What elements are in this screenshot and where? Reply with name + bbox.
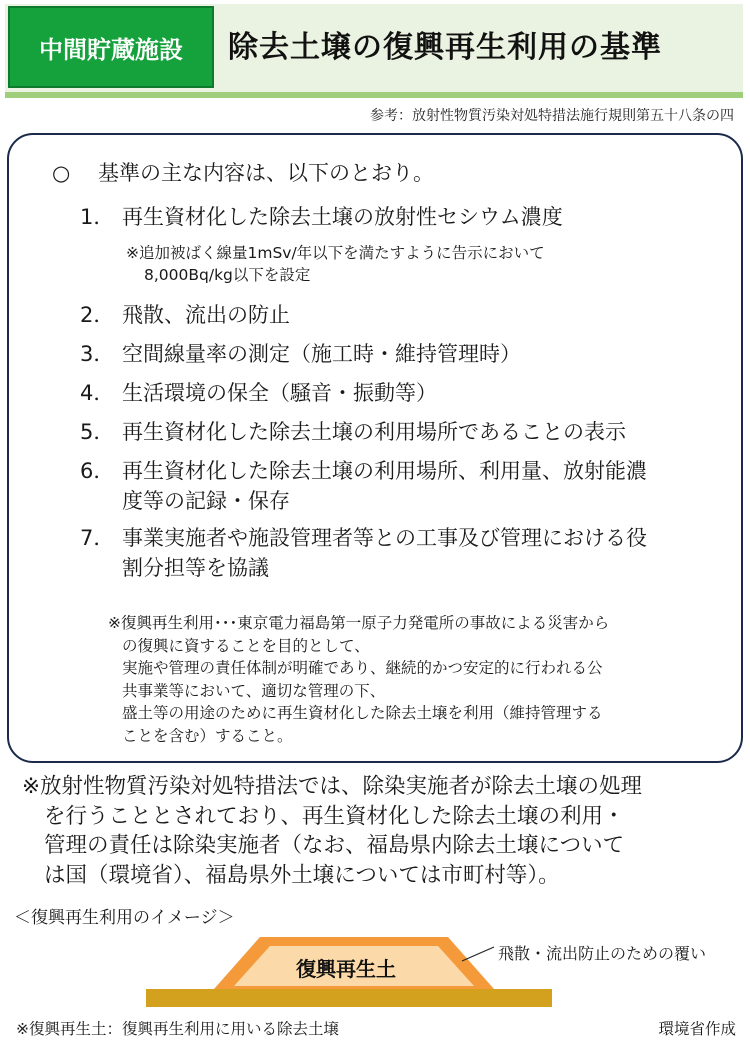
page-title: 除去土壌の復興再生利用の基準: [228, 30, 662, 65]
list-item: 3． 空間線量率の測定（施工時・維持管理時）: [80, 342, 521, 366]
intro-text: 基準の主な内容は、以下のとおり。: [98, 161, 434, 185]
list-item: 6． 再生資材化した除去土壌の利用場所、利用量、放射能濃 度等の記録・保存: [80, 459, 647, 513]
footnote: ※復興再生土：復興再生利用に用いる除去土壌: [16, 1020, 339, 1038]
header-divider: [5, 92, 743, 98]
list-item: 1． 再生資材化した除去土壌の放射性セシウム濃度: [80, 205, 563, 229]
cover-label: 飛散・流出防止のための覆い: [498, 944, 707, 963]
list-item: 5． 再生資材化した除去土壌の利用場所であることの表示: [80, 420, 626, 444]
list-item: 4． 生活環境の保全（騒音・振動等）: [80, 381, 437, 405]
ministry-credit: 環境省作成: [658, 1020, 736, 1038]
ground-layer: [146, 989, 552, 1007]
reference-citation: 参考：放射性物質汚染対処特措法施行規則第五十八条の四: [370, 108, 734, 124]
facility-badge: 中間貯蔵施設: [8, 6, 214, 88]
circle-bullet-icon: ○: [52, 161, 71, 185]
list-item: 7． 事業実施者や施設管理者等との工事及び管理における役 割分担等を協議: [80, 526, 647, 580]
concentration-note: ※追加被ばく線量1mSv/年以下を満たすように告示において 8,000Bq/kg以下を設定: [126, 244, 545, 284]
definition-note: ※復興再生利用･･･東京電力福島第一原子力発電所の事故による災害から の復興に資することを目的として、 実施や管理の責任体制が明確であり、継続的かつ安定的に行われる公 共事業等において、適切な管理の下、 盛土等の用途のために再生資材化した除去土壌を利用（維持管理する ことを含む）すること。: [108, 614, 610, 745]
leader-line: [462, 947, 494, 961]
intro-line: [52, 157, 434, 187]
legal-note: ※放射性物質汚染対処特措法では、除染実施者が除去土壌の処理 を行うこととされており、再生資材化した除去土壌の利用・ 管理の責任は除染実施者（なお、福島県内除去土壌について は国（環境省）、福島県外土壌については市町村等）。: [22, 774, 643, 888]
mound-label: 復興再生土: [296, 957, 396, 981]
image-caption: ＜復興再生利用のイメージ＞: [14, 908, 235, 928]
list-item: 2． 飛散、流出の防止: [80, 303, 290, 327]
